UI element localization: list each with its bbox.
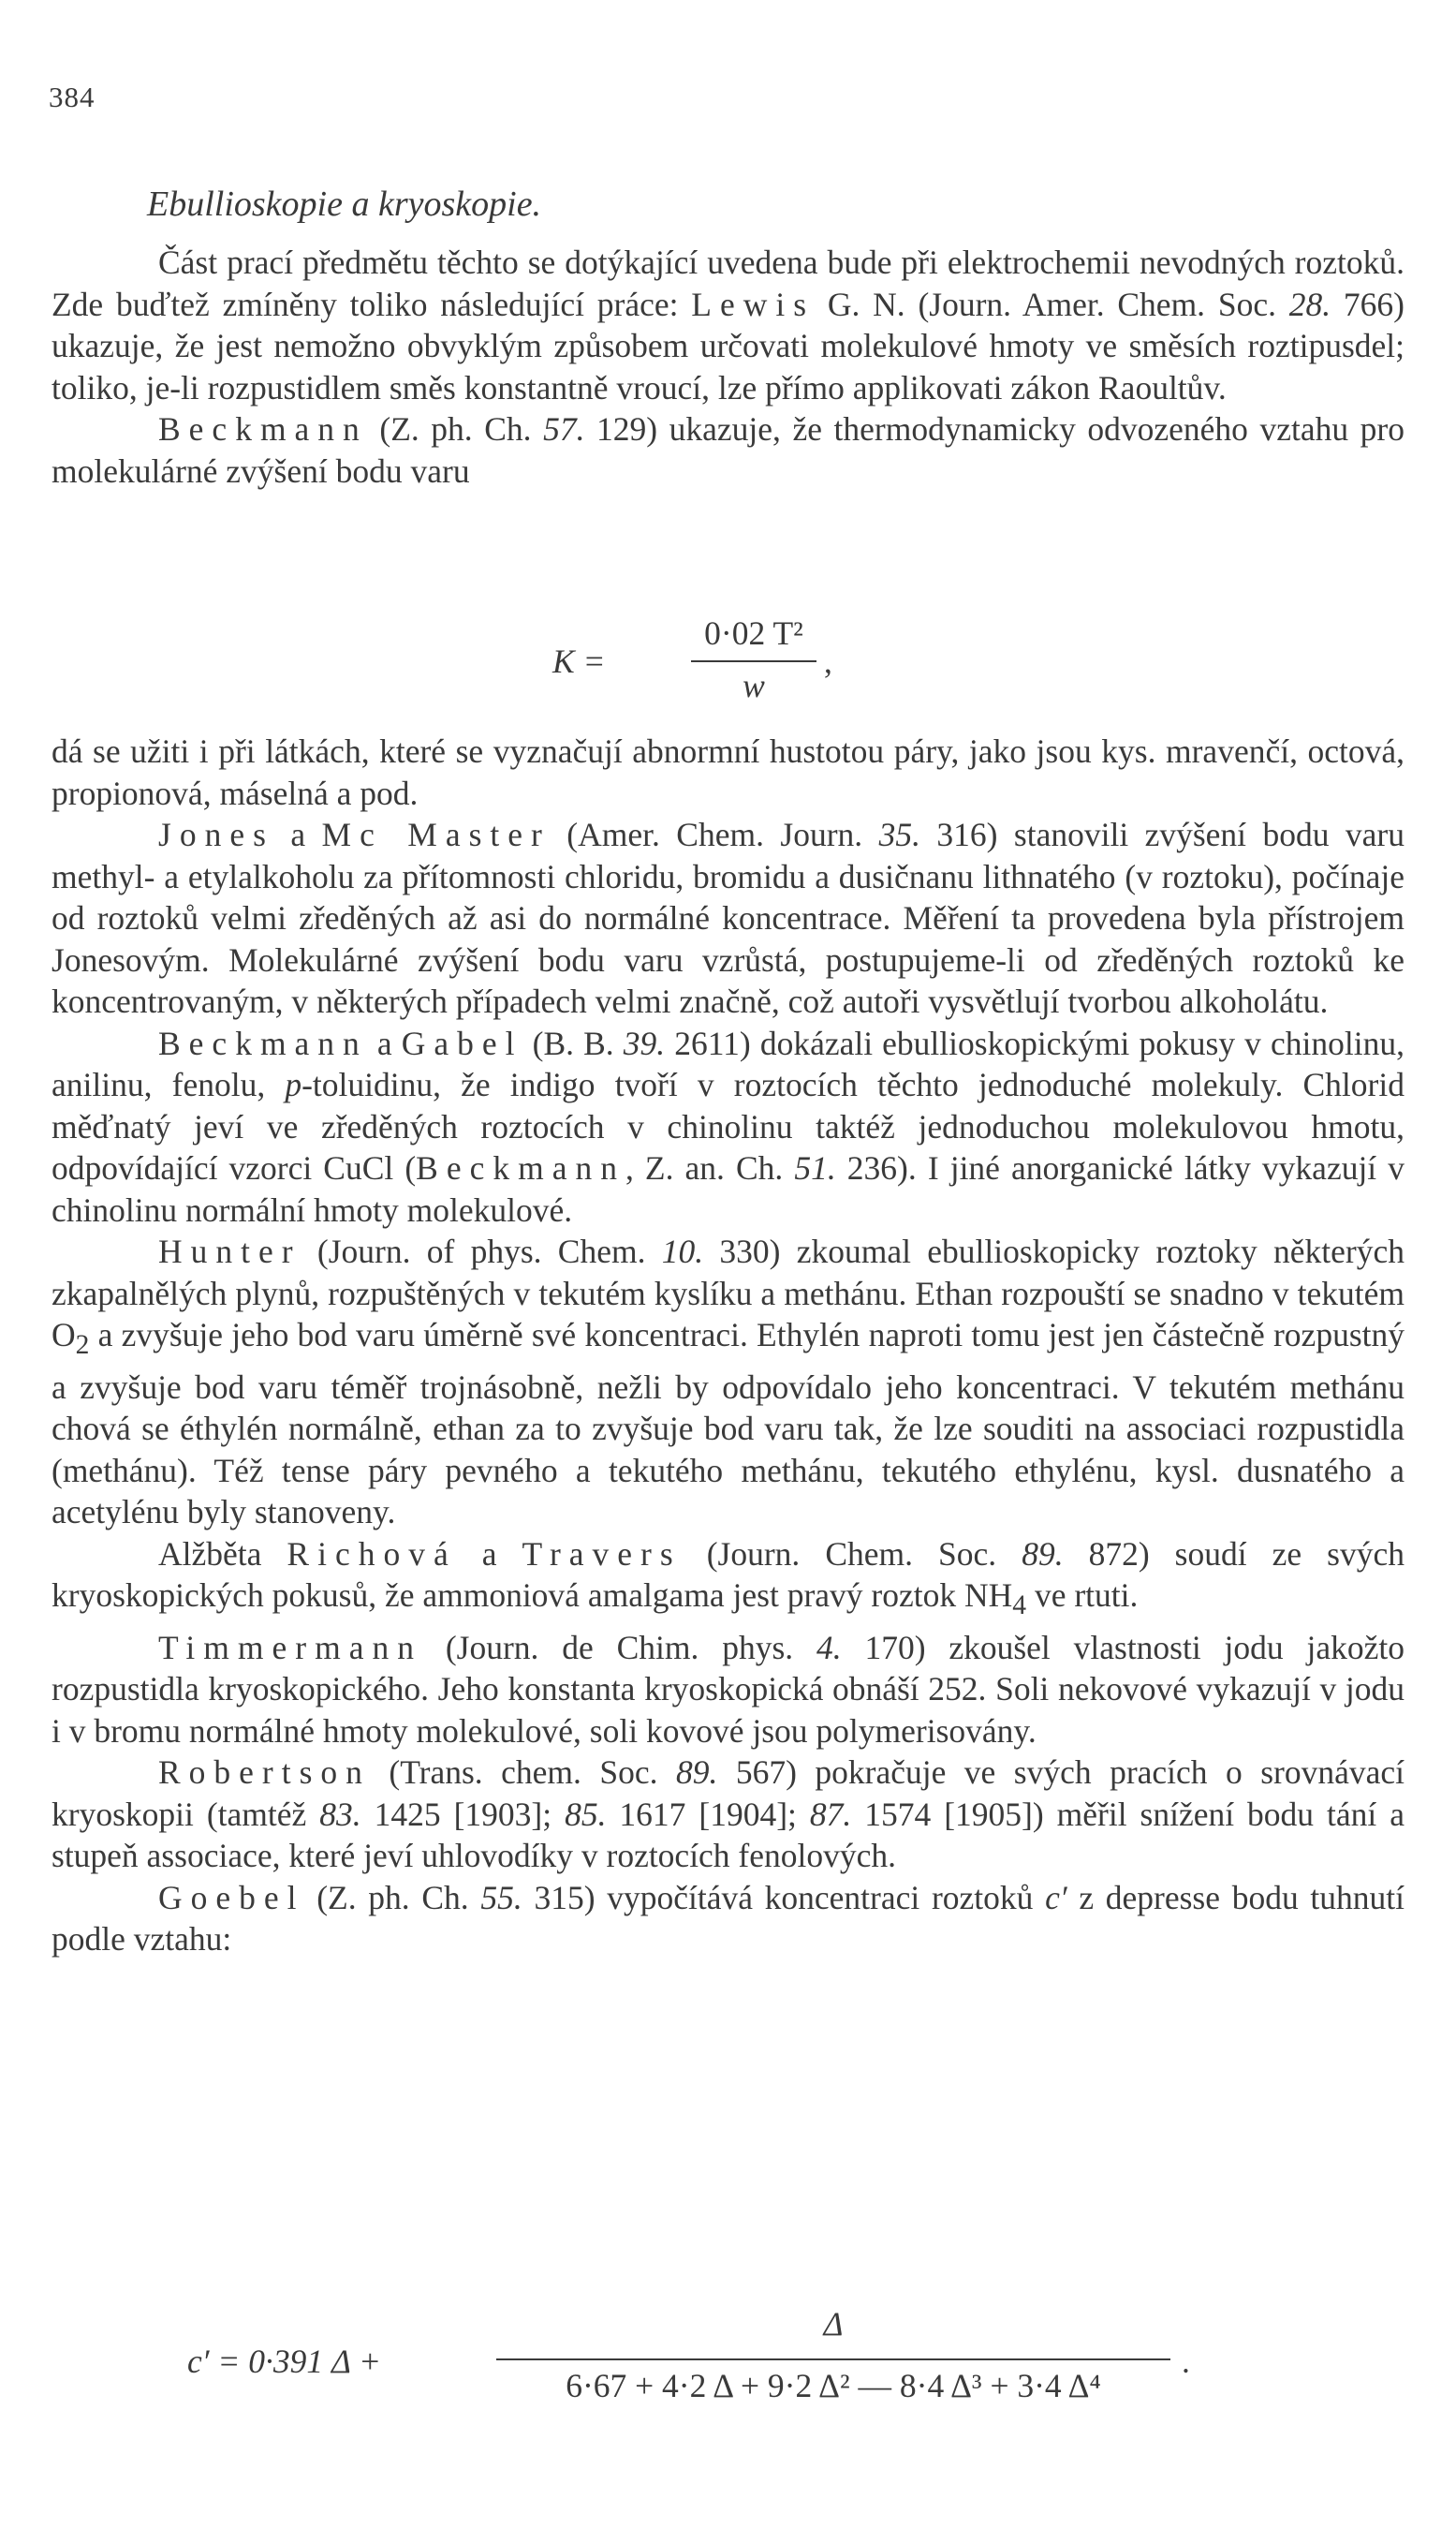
author-name: Beckmann	[158, 1024, 368, 1062]
paragraph: Hunter (Journ. of phys. Chem. 10. 330) zkoumal ebullioskopicky roztoky některých zkapalnělých plynů, rozpuštěných v tekutém kyslíku a methánu. Ethan rozpouští se snadno v tekutém $O_2$ a zvyšuje jeho bod varu úměrně své koncentraci. Ethylén naproti tomu jest jen částečně rozpustný a zvyšuje bod varu téměř trojnásobně, nežli by odpovídalo jeho koncentraci. V tekutém methánu chová se éthylén normálně, ethan za to zvyšuje bod varu tak, že lze souditi na associaci rozpustidla (methánu). Též tense páry pevného a tekutého methánu, tekutého ethylénu, kysl. dusnatého a acetylénu byly stanoveny.	[51, 1233, 1405, 1531]
section-heading: Ebullioskopie a kryoskopie.	[147, 185, 542, 224]
author-name: Jones	[158, 816, 274, 853]
paragraph: Timmermann (Journ. de Chim. phys. 4. 170) zkoušel vlastnosti jodu jakožto rozpustidla kryoskopického. Jeho konstanta kryoskopická obnáší 252. Soli nekovové vykazují v jodu i v bromu normálné hmoty molekulové, soli kovové jsou polymerisovány.	[51, 1628, 1405, 1750]
formula-denominator: 6·67 + 4·2 Δ + 9·2 Δ² — 8·4 Δ³ + 3·4 Δ⁴	[566, 2367, 1101, 2404]
paragraph: Goebel (Z. ph. Ch. 55. 315) vypočítává koncentraci roztoků c′ z depresse bodu tuhnutí podle vztahu:	[51, 1878, 1405, 1959]
text-block-1	[51, 242, 1405, 492]
author-name: Hunter	[158, 1233, 301, 1270]
paragraph: Robertson (Trans. chem. Soc. 89. 567) pokračuje ve svých pracích o srovnávací kryoskopii (tamtéž 83. 1425 [1903]; 85. 1617 [1904]; 87. 1574 [1905]) měřil snížení bodu tání a stupeň associace, které jeví uhlovodíky v roztocích fenolových.	[51, 1753, 1405, 1875]
formula-denominator: w	[743, 667, 765, 704]
author-name: Beckmann	[158, 410, 368, 448]
page-number: 384	[49, 81, 96, 113]
paragraph: dá se užiti i při látkách, které se vyznačují abnormní hustotou páry, jako jsou kys. mravenčí, octová, propionová, máselná a pod.	[51, 732, 1405, 812]
paragraph: Část prací předmětu těchto se dotýkající uvedena bude při elektrochemii nevodných roztoků. Zde buďtež zmíněny toliko následující práce: Lewis G. N. (Journ. Amer. Chem. Soc. 28. 766) ukazuje, že jest nemožno obvyklým způsobem určovati molekulové hmoty ve směsích roztipusdel; toliko, je-li rozpustidlem směs konstantně vroucí, lze přímo applikovati zákon Raoultův.	[51, 244, 1405, 407]
paragraph: Beckmann a Gabel (B. B. 39. 2611) dokázali ebullioskopickými pokusy v chinolinu, anilinu, fenolu, p-toluidinu, že indigo tvoří v roztocích těchto jednoduché molekuly. Chlorid měďnatý jeví ve zředěných roztocích v chinolinu taktéž jednoduchou molekulovou hmotu, odpovídající vzorci CuCl (Beckmann, Z. an. Ch. 51. 236). I jiné anorganické látky vykazují v chinolinu normální hmoty molekulové.	[51, 1024, 1405, 1229]
fraction-bar	[691, 660, 816, 662]
fraction-bar	[496, 2358, 1170, 2360]
author-name: Lewis	[691, 285, 816, 323]
formula-numerator: 0·02 T²	[704, 614, 803, 652]
formula-lhs: c′ = 0·391 Δ +	[187, 2343, 382, 2380]
author-name: Richová	[287, 1534, 457, 1573]
text-block-2	[51, 731, 1405, 1960]
author-name: Mc Master	[321, 816, 551, 853]
author-name: Timmermann	[158, 1628, 422, 1666]
formula-boiling-point: K = 0·02 T² w ,	[552, 614, 832, 704]
author-name: Goebel	[158, 1878, 305, 1916]
author-name: Beckmann	[416, 1149, 625, 1187]
author-name: Robertson	[158, 1753, 371, 1792]
paragraph: Jones a Mc Master (Amer. Chem. Journ. 35. 316) stanovili zvýšení bodu varu methyl- a etylalkoholu za přítomnosti chloridu, bromidu a dusičnanu lithnatého (v roztoku), počínaje od roztoků velmi zředěných až asi do normálné koncentrace. Měření ta provedena byla přístrojem Jonesovým. Molekulárné zvýšení bodu varu vzrůstá, postupujeme-li od zředěných roztoků ke koncentrovaným, v některých případech velmi značně, což autoři vysvětlují tvorbou alkoholátu.	[51, 816, 1405, 1020]
paragraph: Beckmann (Z. ph. Ch. 57. 129) ukazuje, že thermodynamicky odvozeného vztahu pro molekulárné zvýšení bodu varu	[51, 410, 1405, 490]
paragraph: Alžběta Richová a Travers (Journ. Chem. Soc. 89. 872) soudí ze svých kryoskopických pokusů, že ammoniová amalgama jest pravý roztok $NH_4$ ve rtuti.	[51, 1534, 1405, 1621]
author-name: Gabel	[401, 1024, 523, 1062]
author-name: Travers	[522, 1534, 682, 1573]
formula-goebel: c′ = 0·391 Δ + Δ 6·67 + 4·2 Δ + 9·2 Δ² — 8·4 Δ³ + 3·4 Δ⁴ .	[187, 2305, 1190, 2404]
formula-numerator: Δ	[823, 2305, 844, 2343]
formula-lhs: K =	[552, 643, 606, 680]
